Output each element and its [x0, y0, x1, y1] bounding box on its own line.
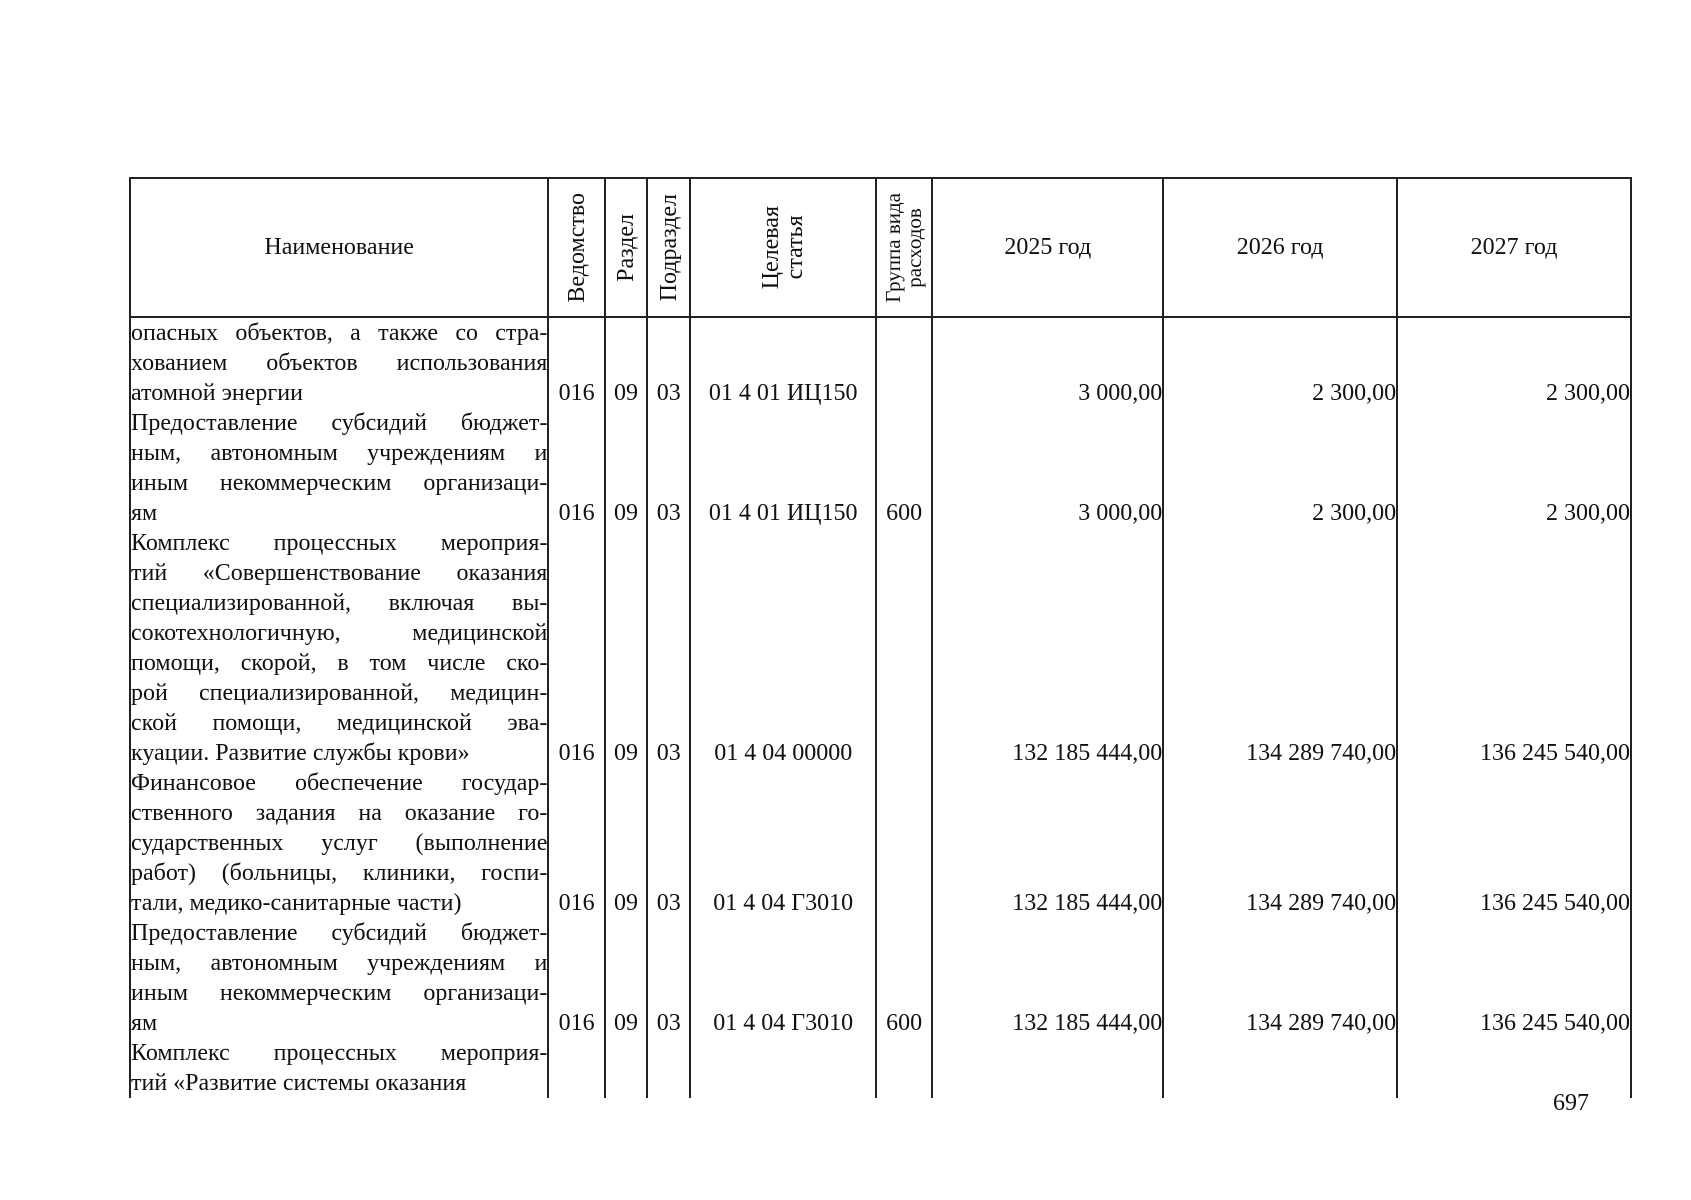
- name-cell: [130, 528, 548, 768]
- header-section-label: Раздел: [612, 213, 639, 282]
- amount-2027-cell: 136 245 540,00: [1397, 768, 1631, 918]
- target-cell: [690, 1038, 875, 1098]
- header-exp-group-label: [883, 193, 925, 303]
- subsection-cell: 03: [647, 768, 690, 918]
- amount-2025-cell: 132 185 444,00: [932, 768, 1163, 918]
- name-line: Комплекс процессных мероприя-: [131, 530, 548, 556]
- header-exp-group-line1: Группа вида: [881, 192, 906, 303]
- table-row: [130, 768, 1631, 918]
- header-dept: [548, 178, 604, 317]
- name-cell: [130, 918, 548, 1038]
- amount-2026-cell: 2 300,00: [1163, 317, 1397, 408]
- name-line: сокотехнологичную, медицинской: [131, 620, 548, 646]
- target-cell: 01 4 04 Г3010: [690, 768, 875, 918]
- name-cell: [130, 317, 548, 408]
- name-line: ской помощи, медицинской эва-: [131, 710, 548, 736]
- header-2025-label: 2025 год: [1004, 234, 1092, 260]
- section-cell: 09: [605, 918, 647, 1038]
- section-cell: [605, 1038, 647, 1098]
- subsection-cell: 03: [647, 317, 690, 408]
- table-row: [130, 918, 1631, 1038]
- section-cell: 09: [605, 768, 647, 918]
- name-line: опасных объектов, а также со стра-: [131, 320, 548, 346]
- amount-2026-cell: 2 300,00: [1163, 408, 1397, 528]
- header-2027-label: 2027 год: [1470, 234, 1558, 260]
- amount-2027-cell: 2 300,00: [1397, 317, 1631, 408]
- amount-2026-cell: 134 289 740,00: [1163, 918, 1397, 1038]
- name-line: Финансовое обеспечение государ-: [131, 770, 548, 796]
- target-cell: 01 4 04 00000: [690, 528, 875, 768]
- header-target-line1: Целевая: [758, 205, 785, 290]
- table-row: [130, 408, 1631, 528]
- target-cell: 01 4 01 ИЦ150: [690, 408, 875, 528]
- header-target-label: [759, 206, 807, 289]
- dept-cell: [548, 1038, 604, 1098]
- table-body: [130, 317, 1631, 1098]
- name-line: ям: [131, 500, 158, 526]
- name-line: тали, медико-санитарные части): [131, 890, 462, 916]
- subsection-cell: 03: [647, 528, 690, 768]
- name-line: хованием объектов использования: [131, 350, 548, 376]
- name-cell: [130, 408, 548, 528]
- amount-2025-cell: 132 185 444,00: [932, 528, 1163, 768]
- dept-cell: 016: [548, 408, 604, 528]
- table-row: [130, 317, 1631, 408]
- section-cell: 09: [605, 317, 647, 408]
- header-section: [605, 178, 647, 317]
- name-line: Предоставление субсидий бюджет-: [131, 920, 548, 946]
- header-subsection-label: Подраздел: [655, 193, 682, 302]
- name-line: атомной энергии: [131, 380, 303, 406]
- amount-2027-cell: 136 245 540,00: [1397, 918, 1631, 1038]
- subsection-cell: [647, 1038, 690, 1098]
- table-row: [130, 528, 1631, 768]
- amount-2025-cell: 132 185 444,00: [932, 918, 1163, 1038]
- name-line: Предоставление субсидий бюджет-: [131, 410, 548, 436]
- exp-group-cell: [876, 1038, 932, 1098]
- name-line: ственного задания на оказание го-: [131, 800, 548, 826]
- header-dept-label: Ведомство: [563, 192, 590, 303]
- name-line: ным, автономным учреждениям и: [131, 440, 548, 466]
- exp-group-cell: 600: [876, 408, 932, 528]
- amount-2025-cell: 3 000,00: [932, 408, 1163, 528]
- table-header-row: [130, 178, 1631, 317]
- dept-cell: 016: [548, 918, 604, 1038]
- header-2027: [1397, 178, 1631, 317]
- name-line: работ) (больницы, клиники, госпи-: [131, 860, 548, 886]
- table-row: [130, 1038, 1631, 1098]
- amount-2027-cell: 136 245 540,00: [1397, 528, 1631, 768]
- amount-2026-cell: 134 289 740,00: [1163, 768, 1397, 918]
- exp-group-cell: [876, 317, 932, 408]
- name-line: иным некоммерческим организаци-: [131, 980, 548, 1006]
- exp-group-cell: [876, 528, 932, 768]
- name-line: Комплекс процессных мероприя-: [131, 1040, 548, 1066]
- name-line: тий «Развитие системы оказания: [131, 1070, 467, 1096]
- header-exp-group-line2: расходов: [902, 207, 927, 288]
- amount-2025-cell: 3 000,00: [932, 317, 1163, 408]
- name-cell: [130, 768, 548, 918]
- subsection-cell: 03: [647, 918, 690, 1038]
- target-cell: 01 4 04 Г3010: [690, 918, 875, 1038]
- amount-2027-cell: 2 300,00: [1397, 408, 1631, 528]
- name-line: тий «Совершенствование оказания: [131, 560, 548, 586]
- header-2025: [932, 178, 1163, 317]
- header-2026: [1163, 178, 1397, 317]
- name-line: сударственных услуг (выполнение: [131, 830, 548, 856]
- header-exp-group: [876, 178, 932, 317]
- budget-table: [129, 177, 1632, 1098]
- name-line: ным, автономным учреждениям и: [131, 950, 548, 976]
- exp-group-cell: [876, 768, 932, 918]
- name-line: ям: [131, 1010, 158, 1036]
- header-target-line2: статья: [782, 215, 809, 280]
- dept-cell: 016: [548, 768, 604, 918]
- name-line: помощи, скорой, в том числе ско-: [131, 650, 548, 676]
- name-line: куации. Развитие службы крови»: [131, 740, 470, 766]
- amount-2026-cell: [1163, 1038, 1397, 1098]
- amount-2026-cell: 134 289 740,00: [1163, 528, 1397, 768]
- name-line: специализированной, включая вы-: [131, 590, 548, 616]
- dept-cell: 016: [548, 317, 604, 408]
- section-cell: 09: [605, 528, 647, 768]
- amount-2025-cell: [932, 1038, 1163, 1098]
- header-name: [130, 178, 548, 317]
- header-target: [690, 178, 875, 317]
- name-line: иным некоммерческим организаци-: [131, 470, 548, 496]
- subsection-cell: 03: [647, 408, 690, 528]
- dept-cell: 016: [548, 528, 604, 768]
- header-subsection: [647, 178, 690, 317]
- page-number: 697: [1553, 1090, 1589, 1116]
- name-cell: [130, 1038, 548, 1098]
- header-name-label: Наименование: [264, 234, 414, 260]
- target-cell: 01 4 01 ИЦ150: [690, 317, 875, 408]
- amount-2027-cell: [1397, 1038, 1631, 1098]
- name-line: рой специализированной, медицин-: [131, 680, 548, 706]
- header-2026-label: 2026 год: [1236, 234, 1324, 260]
- exp-group-cell: 600: [876, 918, 932, 1038]
- section-cell: 09: [605, 408, 647, 528]
